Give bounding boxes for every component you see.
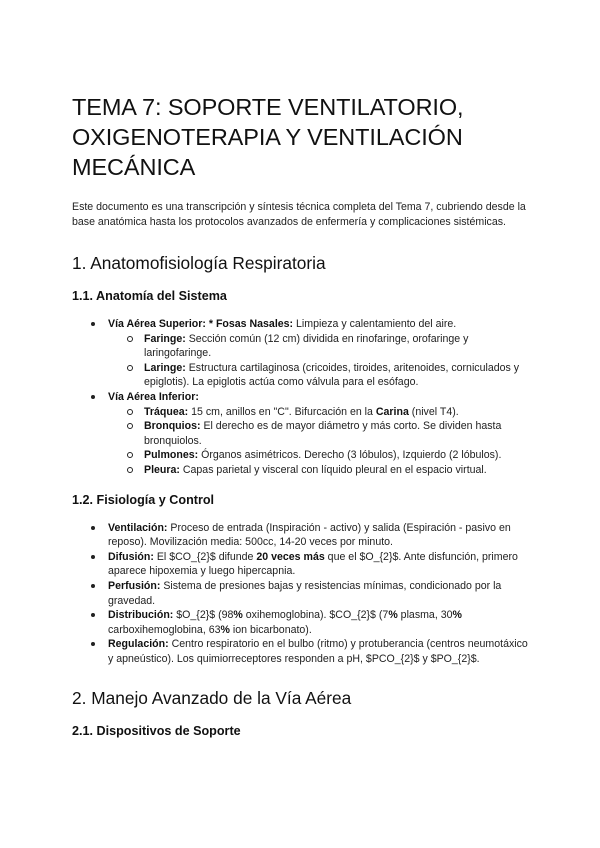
section-heading-1: 1. Anatomofisiología Respiratoria [72,253,326,273]
bold-text: Difusión: [108,550,154,563]
bold-text: Faringe: [144,332,186,345]
sub-list-item [108,332,528,361]
subsection-heading-1-2: 1.2. Fisiología y Control [72,492,215,507]
sub-list-item [108,463,528,478]
bold-text: 20 veces más [256,550,325,563]
text: Limpieza y calentamiento del aire. [293,318,457,330]
text: El derecho es de mayor diámetro y más corto. Se dividen hasta bronquiolos. [144,420,502,447]
text: El $CO_{2}$ difunde [153,550,257,563]
document-title: TEMA 7: SOPORTE VENTILATORIO, OXIGENOTERAPIA Y VENTILACIÓN MECÁNICA [72,94,464,180]
bold-text: Carina [375,405,409,418]
bold-text: Bronquios: [144,420,201,433]
subsection-heading-2-1: 2.1. Dispositivos de Soporte [72,724,241,739]
text: 15 cm, anillos en "C". Bifurcación en la [188,405,376,418]
bold-text: % [388,609,398,622]
bold-text: % [452,609,462,622]
sub-list [108,332,528,390]
bold-text: Pulmones: [144,449,199,462]
text: oxihemoglobina). $CO_{2}$ (7 [242,609,389,622]
text: Sección común (12 cm) dividida en rinofaringe, orofaringe y laringofaringe. [144,332,469,360]
list-item [72,550,528,579]
bold-text: Vía Aérea Superior: * Fosas Nasales: [108,318,294,330]
sub-list-item [108,448,528,463]
bold-text: Tráquea: [144,405,189,418]
text: Estructura cartilaginosa (cricoides, tiroides, aritenoides, corniculados y epiglotis). La epiglotis actúa como válvula para el esófago. [144,361,520,389]
intro-paragraph: Este documento es una transcripción y síntesis técnica completa del Tema 7, cubriendo desde la base anatómica hasta los protocolos avanzados de enfermería y complicaciones sistémicas. [72,201,526,228]
list-item [72,579,528,608]
text: Proceso de entrada (Inspiración - activo) y salida (Espiración - pasivo en reposo). Movilización media: 500cc, 14-20 veces por minuto. [108,521,511,549]
text: que el $O_{2}$. Ante disfunción, primero aparece hipoxemia y luego hipercapnia. [108,550,518,578]
bold-text: Ventilación: [108,521,168,534]
list-item [72,317,528,390]
text: Órganos asimétricos. Derecho (3 lóbulos), Izquierdo (2 lóbulos). [198,449,502,462]
list-item [72,637,528,666]
text: plasma, 30 [397,609,453,622]
list-item [72,390,528,478]
physiology-list [72,521,528,667]
sub-list-item [108,361,528,390]
bold-text: Laringe: [144,361,186,374]
bold-text: % [233,609,243,622]
list-item [72,521,528,550]
list-item [72,608,528,637]
text: Centro respiratorio en el bulbo (ritmo) y protuberancia (centros neumotáxico y apneústico). Los quimiorreceptores responden a pH, $PCO_{2}$ y $PO_{2}$. [108,638,528,665]
text: carboxihemoglobina, 63 [108,623,221,636]
sub-list [108,405,528,478]
section-heading-2: 2. Manejo Avanzado de la Vía Aérea [72,688,352,709]
bold-text: % [220,623,230,636]
text: ion bicarbonato). [229,623,312,636]
sub-list-item [108,419,528,448]
text: Capas parietal y visceral con líquido pleural en el espacio virtual. [179,463,487,476]
text: $O_{2}$ (98 [173,609,234,622]
sub-list-item [108,405,528,420]
anatomy-list [72,317,528,478]
text: Sistema de presiones bajas y resistencias mínimas, condicionado por la gravedad. [108,579,502,607]
text: (nivel T4). [408,405,459,418]
bold-text: Perfusión: [108,579,161,592]
bold-text: Pleura: [144,463,180,476]
bold-text: Vía Aérea Inferior: [108,390,199,403]
bold-text: Distribución: [108,609,174,622]
subsection-heading-1-1: 1.1. Anatomía del Sistema [72,289,227,303]
bold-text: Regulación: [108,638,169,651]
